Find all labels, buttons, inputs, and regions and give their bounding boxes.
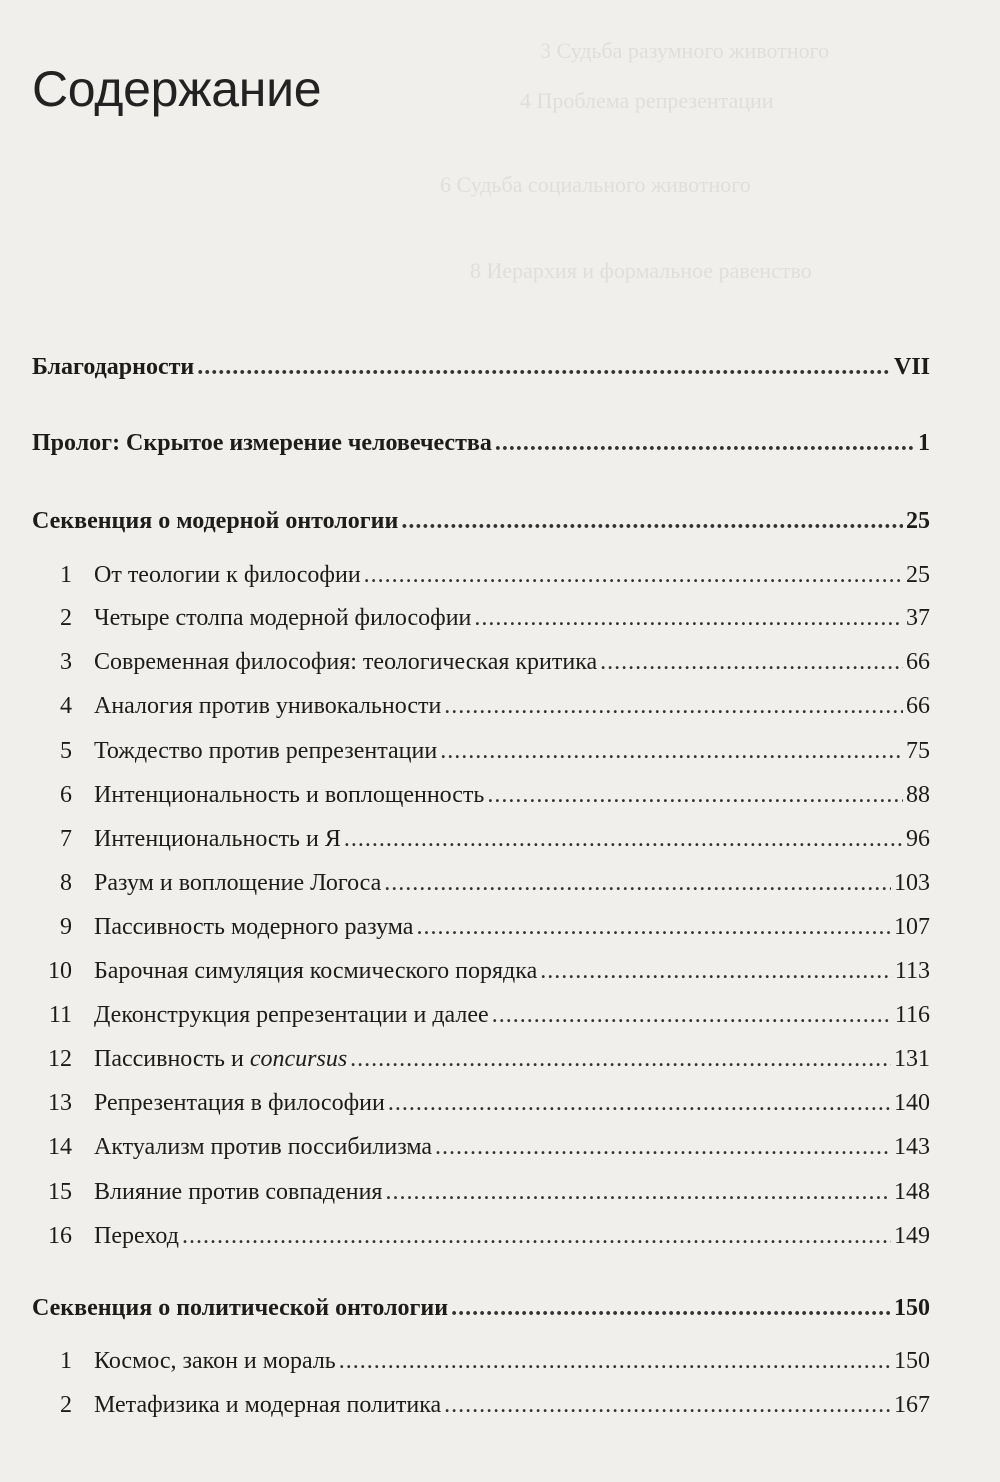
show-through: 3 Судьба разумного животного <box>540 38 830 63</box>
entry-page: 96 <box>906 826 930 852</box>
leader-dots <box>416 912 891 942</box>
toc-entry-chapter[interactable] <box>32 1390 930 1420</box>
entry-page: VII <box>893 354 930 380</box>
chapter-number: 10 <box>48 958 72 984</box>
entry-label: Разум и воплощение Логоса <box>94 870 382 896</box>
entry-page: 103 <box>894 870 930 896</box>
leader-dots <box>197 352 891 382</box>
entry-label: Секвенция о политической онтологии <box>32 1295 449 1321</box>
label-text: Пассивность и <box>94 1046 244 1072</box>
leader-dots <box>440 736 903 766</box>
toc-entry-section-modern-ontology[interactable] <box>32 506 930 536</box>
entry-label: Пассивность модерного разума <box>94 914 414 940</box>
toc-entry-chapter[interactable] <box>32 912 930 942</box>
chapter-number: 12 <box>48 1046 72 1072</box>
show-through: 4 Проблема репрезентации <box>520 88 774 113</box>
entry-page: 75 <box>906 738 930 764</box>
leader-dots <box>451 1293 891 1323</box>
leader-dots <box>344 824 903 854</box>
entry-page: 66 <box>906 693 930 719</box>
entry-label: Четыре столпа модерной философии <box>94 605 472 631</box>
entry-page: 140 <box>894 1090 930 1116</box>
chapter-number: 6 <box>60 782 72 808</box>
entry-page: 25 <box>906 508 930 534</box>
toc-entry-chapter[interactable] <box>32 736 930 766</box>
entry-label: Современная философия: теологическая критика <box>94 649 598 675</box>
entry-page: 107 <box>894 914 930 940</box>
entry-label: Секвенция о модерной онтологии <box>32 508 399 534</box>
toc-entry-chapter[interactable] <box>32 1346 930 1376</box>
leader-dots <box>444 1390 891 1420</box>
entry-label: Пролог: Скрытое измерение человечества <box>32 430 492 456</box>
chapter-number: 11 <box>48 1002 72 1028</box>
leader-dots <box>540 956 892 986</box>
entry-label: Актуализм против поссибилизма <box>94 1134 433 1160</box>
toc-entry-section-political-ontology[interactable] <box>32 1293 930 1323</box>
leader-dots <box>600 647 903 677</box>
leader-dots <box>401 506 903 536</box>
toc-entry-chapter[interactable] <box>32 603 930 633</box>
leader-dots <box>182 1221 891 1251</box>
chapter-number: 2 <box>60 605 72 631</box>
toc-entry-chapter[interactable] <box>32 780 930 810</box>
toc-entry-chapter[interactable] <box>32 691 930 721</box>
entry-page: 113 <box>894 958 930 984</box>
toc-entry-chapter[interactable] <box>32 647 930 677</box>
entry-page: 167 <box>894 1392 930 1418</box>
chapter-number: 3 <box>60 649 72 675</box>
entry-label: От теологии к философии <box>94 562 361 588</box>
chapter-number: 16 <box>48 1223 72 1249</box>
chapter-number: 5 <box>60 738 72 764</box>
entry-label: Благодарности <box>32 354 195 380</box>
page-title: Содержание <box>32 60 322 117</box>
entry-page: 148 <box>894 1179 930 1205</box>
toc-entry-prologue[interactable] <box>32 428 930 458</box>
toc-entry-chapter[interactable] <box>32 1000 930 1030</box>
leader-dots <box>350 1044 891 1074</box>
leader-dots <box>385 1177 891 1207</box>
show-through: 8 Иерархия и формальное равенство <box>470 258 812 283</box>
toc-entry-chapter[interactable] <box>32 560 930 590</box>
chapter-number: 4 <box>60 693 72 719</box>
leader-dots <box>388 1088 891 1118</box>
show-through: 6 Судьба социального животного <box>440 172 751 197</box>
leader-dots <box>474 603 903 633</box>
entry-page: 116 <box>894 1002 930 1028</box>
leader-dots <box>364 560 903 590</box>
entry-page: 131 <box>894 1046 930 1072</box>
chapter-number: 8 <box>60 870 72 896</box>
toc-entry-chapter[interactable] <box>32 1221 930 1251</box>
entry-page: 88 <box>906 782 930 808</box>
entry-label <box>94 1044 347 1074</box>
leader-dots <box>339 1346 891 1376</box>
entry-label: Метафизика и модерная политика <box>94 1392 442 1418</box>
entry-label: Барочная симуляция космического порядка <box>94 958 538 984</box>
entry-label: Тождество против репрезентации <box>94 738 438 764</box>
toc-entry-chapter[interactable] <box>32 1177 930 1207</box>
chapter-number: 1 <box>60 562 72 588</box>
entry-label: Деконструкция репрезентации и далее <box>94 1002 489 1028</box>
entry-page: 66 <box>906 649 930 675</box>
toc-entry-chapter[interactable] <box>32 1132 930 1162</box>
entry-page: 143 <box>894 1134 930 1160</box>
entry-page: 37 <box>906 605 930 631</box>
entry-label: Влияние против совпадения <box>94 1179 383 1205</box>
chapter-number: 7 <box>60 826 72 852</box>
leader-dots <box>384 868 891 898</box>
entry-page: 149 <box>894 1223 930 1249</box>
entry-label: Аналогия против унивокальности <box>94 693 442 719</box>
chapter-number: 15 <box>48 1179 72 1205</box>
chapter-number: 13 <box>48 1090 72 1116</box>
entry-label: Космос, закон и мораль <box>94 1348 336 1374</box>
entry-page: 1 <box>918 430 930 456</box>
toc-entry-acknowledgements[interactable] <box>32 352 930 382</box>
entry-label: Интенциональность и Я <box>94 826 341 852</box>
toc-entry-chapter[interactable] <box>32 868 930 898</box>
toc-entry-chapter[interactable] <box>32 1044 930 1074</box>
label-italic-text: concursus <box>249 1046 348 1072</box>
entry-label: Переход <box>94 1223 179 1249</box>
chapter-number: 1 <box>60 1348 72 1374</box>
entry-page: 150 <box>894 1348 930 1374</box>
entry-label: Репрезентация в философии <box>94 1090 385 1116</box>
entry-page: 150 <box>894 1295 930 1321</box>
leader-dots <box>444 691 903 721</box>
entry-label: Интенциональность и воплощенность <box>94 782 485 808</box>
entry-page: 25 <box>906 562 930 588</box>
toc-entry-chapter[interactable] <box>32 1088 930 1118</box>
leader-dots <box>435 1132 891 1162</box>
leader-dots <box>492 1000 892 1030</box>
toc-entry-chapter[interactable] <box>32 824 930 854</box>
leader-dots <box>487 780 903 810</box>
chapter-number: 14 <box>48 1134 72 1160</box>
toc-entry-chapter[interactable] <box>32 956 930 986</box>
chapter-number: 2 <box>60 1392 72 1418</box>
leader-dots <box>495 428 915 458</box>
chapter-number: 9 <box>60 914 72 940</box>
